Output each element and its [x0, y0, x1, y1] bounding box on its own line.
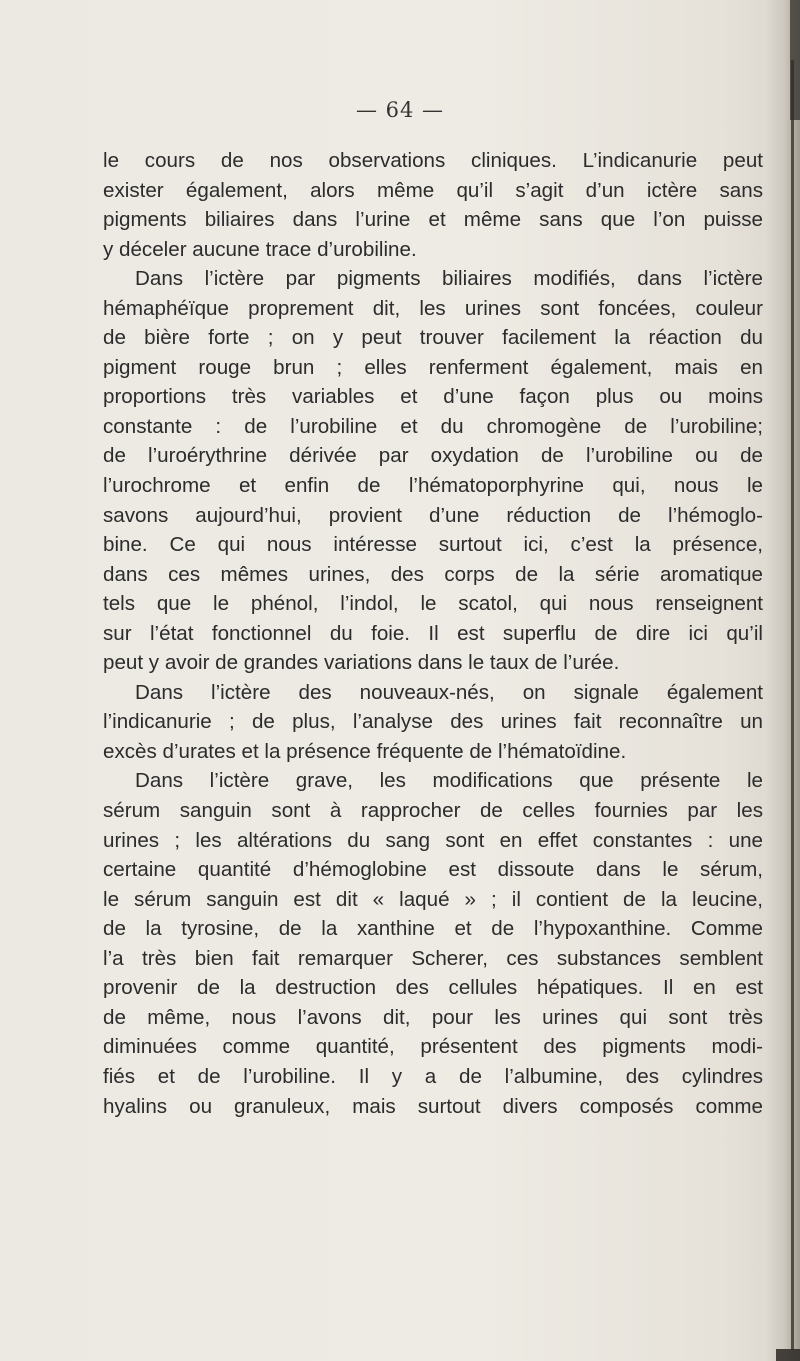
- text-line: sérum sanguin sont à rapprocher de celles fournies par les: [103, 799, 763, 823]
- text-line: de même, nous l’avons dit, pour les urines qui sont très: [103, 1005, 763, 1029]
- text-line: fiés et de l’urobiline. Il y a de l’albumine, des cylindres: [103, 1064, 763, 1088]
- text-line: pigments biliaires dans l’urine et même sans que l’on puisse: [103, 208, 763, 232]
- text-line: l’urochrome et enfin de l’hématoporphyrine qui, nous le: [103, 474, 763, 498]
- text-line: l’indicanurie ; de plus, l’analyse des urines fait reconnaître un: [103, 710, 763, 734]
- text-line: tels que le phénol, l’indol, le scatol, qui nous renseignent: [103, 592, 763, 616]
- text-line: le sérum sanguin est dit « laqué » ; il contient de la leucine,: [103, 887, 763, 911]
- text-line: proportions très variables et d’une façon plus ou moins: [103, 385, 763, 409]
- text-line: Dans l’ictère par pigments biliaires modifiés, dans l’ictère: [135, 267, 763, 291]
- text-line: le cours de nos observations cliniques. L’indicanurie peut: [103, 149, 763, 172]
- text-line: savons aujourd’hui, provient d’une réduction de l’hémoglo-: [103, 503, 763, 527]
- text-line: dans ces mêmes urines, des corps de la série aromatique: [103, 562, 763, 586]
- text-line: constante : de l’urobiline et du chromogène de l’urobiline;: [103, 414, 763, 438]
- text-line: hyalins ou granuleux, mais surtout divers composés comme: [103, 1094, 763, 1118]
- text-line: exister également, alors même qu’il s’agit d’un ictère sans: [103, 178, 763, 202]
- text-line: bine. Ce qui nous intéresse surtout ici, c’est la présence,: [103, 533, 763, 557]
- text-line: diminuées comme quantité, présentent des pigments modi-: [103, 1035, 763, 1059]
- text-line: de la tyrosine, de la xanthine et de l’hypoxanthine. Comme: [103, 917, 763, 941]
- page-edge-dark-bottom: [776, 1349, 800, 1361]
- text-line: hémaphéïque proprement dit, les urines sont foncées, couleur: [103, 296, 763, 320]
- text-line: y déceler aucune trace d’urobiline.: [103, 237, 417, 261]
- text-line: pigment rouge brun ; elles renferment également, mais en: [103, 355, 763, 379]
- body-text: [103, 146, 763, 1121]
- text-line: certaine quantité d’hémoglobine est dissoute dans le sérum,: [103, 858, 763, 882]
- page-edge-shadow: [766, 0, 800, 1361]
- text-line: Dans l’ictère grave, les modifications que présente le: [135, 769, 763, 793]
- text-line: excès d’urates et la présence fréquente de l’hématoïdine.: [103, 739, 627, 763]
- text-line: urines ; les altérations du sang sont en effet constantes : une: [103, 828, 763, 852]
- text-line: de bière forte ; on y peut trouver facilement la réaction du: [103, 326, 763, 350]
- text-line: peut y avoir de grandes variations dans le taux de l’urée.: [103, 651, 620, 675]
- text-line: de l’uroérythrine dérivée par oxydation de l’urobiline ou de: [103, 444, 763, 468]
- text-line: provenir de la destruction des cellules hépatiques. Il en est: [103, 976, 763, 1000]
- text-line: l’a très bien fait remarquer Scherer, ces substances semblent: [103, 946, 763, 970]
- text-line: sur l’état fonctionnel du foie. Il est superflu de dire ici qu’il: [103, 621, 763, 645]
- page-number: — 64 —: [355, 98, 445, 122]
- page-edge-line: [791, 60, 794, 1350]
- text-line: Dans l’ictère des nouveaux-nés, on signale également: [135, 680, 763, 704]
